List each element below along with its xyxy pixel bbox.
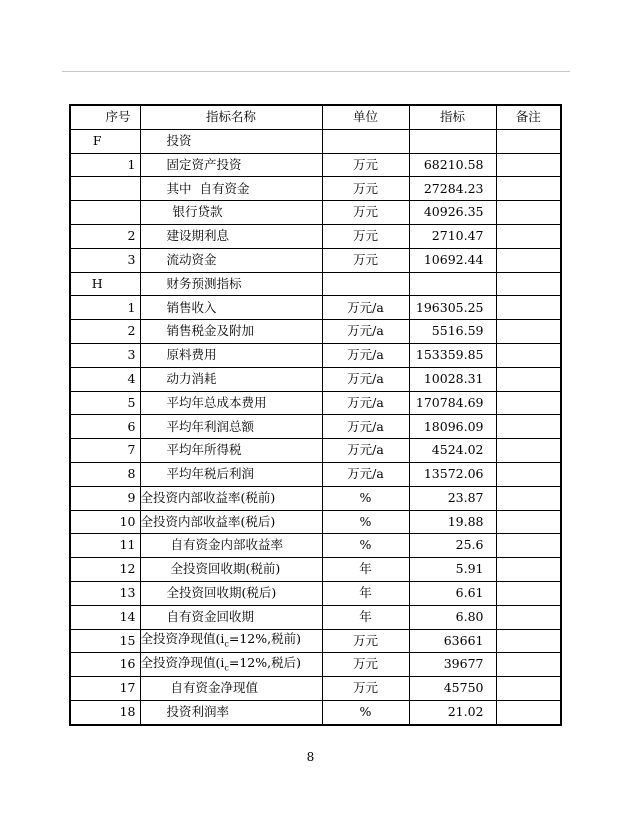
- row-no: 15: [70, 629, 140, 653]
- header-seq: 序号: [70, 105, 140, 129]
- row-unit: 年: [322, 581, 409, 605]
- row-name: 自有资金净现值: [140, 677, 322, 701]
- row-name: 平均年利润总额: [140, 415, 322, 439]
- row-name: 银行贷款: [140, 201, 322, 225]
- row-value: 5.91: [409, 558, 496, 582]
- row-unit: [322, 272, 409, 296]
- row-note: [496, 629, 561, 653]
- table-row: [70, 558, 561, 582]
- row-value: [409, 129, 496, 153]
- row-note: [496, 510, 561, 534]
- row-no: 1: [70, 296, 140, 320]
- row-value: 27284.23: [409, 177, 496, 201]
- row-no: F: [70, 129, 140, 153]
- row-value: 153359.85: [409, 343, 496, 367]
- header-name: 指标名称: [140, 105, 322, 129]
- row-value: 39677: [409, 653, 496, 677]
- table-row: [70, 581, 561, 605]
- row-no: 4: [70, 367, 140, 391]
- row-name: [140, 653, 322, 677]
- header-unit: 单位: [322, 105, 409, 129]
- row-name: 平均年税后利润: [140, 462, 322, 486]
- table-header-row: [70, 105, 561, 129]
- row-note: [496, 534, 561, 558]
- row-value: 4524.02: [409, 439, 496, 463]
- row-note: [496, 558, 561, 582]
- row-unit: 万元: [322, 677, 409, 701]
- row-unit: %: [322, 534, 409, 558]
- row-note: [496, 129, 561, 153]
- row-value: 63661: [409, 629, 496, 653]
- row-unit: 年: [322, 558, 409, 582]
- row-value: 13572.06: [409, 462, 496, 486]
- row-unit: 万元: [322, 653, 409, 677]
- name-subscript: c: [224, 663, 229, 673]
- row-note: [496, 486, 561, 510]
- row-no: 13: [70, 581, 140, 605]
- row-name: 平均年总成本费用: [140, 391, 322, 415]
- row-name: 财务预测指标: [140, 272, 322, 296]
- row-note: [496, 224, 561, 248]
- row-no: 10: [70, 510, 140, 534]
- row-name: 投资利润率: [140, 700, 322, 724]
- row-no: 7: [70, 439, 140, 463]
- table-row: [70, 510, 561, 534]
- header-value: 指标: [409, 105, 496, 129]
- name-part-a: 全投资净现值(i: [140, 654, 225, 670]
- table-row: [70, 629, 561, 653]
- row-value: 23.87: [409, 486, 496, 510]
- row-unit: 万元: [322, 224, 409, 248]
- row-name: 全投资回收期(税后): [140, 581, 322, 605]
- name-part-b: =12%,税前): [228, 631, 301, 647]
- row-note: [496, 248, 561, 272]
- row-value: 21.02: [409, 700, 496, 724]
- row-unit: 万元/a: [322, 296, 409, 320]
- row-unit: [322, 129, 409, 153]
- row-value: 10692.44: [409, 248, 496, 272]
- row-value: 170784.69: [409, 391, 496, 415]
- row-note: [496, 653, 561, 677]
- row-name: 流动资金: [140, 248, 322, 272]
- row-value: 5516.59: [409, 320, 496, 344]
- row-name: 平均年所得税: [140, 439, 322, 463]
- table-row: [70, 320, 561, 344]
- row-unit: 万元/a: [322, 439, 409, 463]
- table-row: [70, 296, 561, 320]
- table-row: [70, 605, 561, 629]
- row-name: 投资: [140, 129, 322, 153]
- row-unit: 万元: [322, 153, 409, 177]
- row-no: 16: [70, 653, 140, 677]
- row-note: [496, 439, 561, 463]
- row-unit: 年: [322, 605, 409, 629]
- table-row: [70, 153, 561, 177]
- table-row: [70, 462, 561, 486]
- row-note: [496, 320, 561, 344]
- name-part-b: =12%,税后): [228, 654, 301, 670]
- row-value: 40926.35: [409, 201, 496, 225]
- row-value: 45750: [409, 677, 496, 701]
- row-name: 原料费用: [140, 343, 322, 367]
- row-unit: 万元: [322, 201, 409, 225]
- row-note: [496, 343, 561, 367]
- table-row: [70, 700, 561, 724]
- row-name: 全投资内部收益率(税后): [140, 510, 322, 534]
- row-no: [70, 177, 140, 201]
- row-no: 11: [70, 534, 140, 558]
- row-no: 2: [70, 224, 140, 248]
- row-note: [496, 462, 561, 486]
- row-unit: 万元: [322, 177, 409, 201]
- row-name: 销售税金及附加: [140, 320, 322, 344]
- name-subscript: c: [224, 639, 229, 649]
- table-row: [70, 486, 561, 510]
- row-name: 动力消耗: [140, 367, 322, 391]
- row-value: 6.61: [409, 581, 496, 605]
- row-note: [496, 700, 561, 724]
- row-value: 10028.31: [409, 367, 496, 391]
- row-unit: 万元/a: [322, 320, 409, 344]
- row-unit: 万元/a: [322, 367, 409, 391]
- row-value: 196305.25: [409, 296, 496, 320]
- row-name: 自有资金回收期: [140, 605, 322, 629]
- table-row: [70, 415, 561, 439]
- header-note: 备注: [496, 105, 561, 129]
- row-no: 8: [70, 462, 140, 486]
- row-note: [496, 153, 561, 177]
- table-row: [70, 248, 561, 272]
- row-note: [496, 415, 561, 439]
- row-no: 3: [70, 343, 140, 367]
- table-row: [70, 653, 561, 677]
- header-rule: [62, 71, 570, 72]
- row-unit: 万元/a: [322, 462, 409, 486]
- row-value: 68210.58: [409, 153, 496, 177]
- row-no: [70, 201, 140, 225]
- row-no: H: [70, 272, 140, 296]
- row-no: 1: [70, 153, 140, 177]
- table-row: [70, 272, 561, 296]
- table-row: [70, 677, 561, 701]
- row-no: 9: [70, 486, 140, 510]
- row-no: 6: [70, 415, 140, 439]
- table-row: [70, 439, 561, 463]
- row-note: [496, 605, 561, 629]
- row-name: 建设期利息: [140, 224, 322, 248]
- row-value: 6.80: [409, 605, 496, 629]
- row-unit: 万元: [322, 629, 409, 653]
- row-unit: 万元/a: [322, 343, 409, 367]
- row-no: 18: [70, 700, 140, 724]
- row-value: 18096.09: [409, 415, 496, 439]
- row-unit: %: [322, 700, 409, 724]
- row-note: [496, 201, 561, 225]
- row-value: [409, 272, 496, 296]
- row-value: 19.88: [409, 510, 496, 534]
- row-name: 全投资内部收益率(税前): [140, 486, 322, 510]
- row-name: 销售收入: [140, 296, 322, 320]
- table-row: [70, 224, 561, 248]
- indicator-table: [69, 104, 562, 726]
- table-row: [70, 367, 561, 391]
- row-name: 全投资回收期(税前): [140, 558, 322, 582]
- row-note: [496, 296, 561, 320]
- row-note: [496, 367, 561, 391]
- row-name: 固定资产投资: [140, 153, 322, 177]
- table-row: [70, 177, 561, 201]
- row-no: 12: [70, 558, 140, 582]
- row-unit: %: [322, 486, 409, 510]
- row-value: 2710.47: [409, 224, 496, 248]
- row-unit: 万元/a: [322, 415, 409, 439]
- row-unit: %: [322, 510, 409, 534]
- row-no: 17: [70, 677, 140, 701]
- row-unit: 万元: [322, 248, 409, 272]
- row-no: 2: [70, 320, 140, 344]
- row-note: [496, 677, 561, 701]
- row-name: 其中 自有资金: [140, 177, 322, 201]
- table-row: [70, 343, 561, 367]
- table-row: [70, 129, 561, 153]
- row-name: [140, 629, 322, 653]
- row-unit: 万元/a: [322, 391, 409, 415]
- table-row: [70, 534, 561, 558]
- row-note: [496, 391, 561, 415]
- table-row: [70, 391, 561, 415]
- name-part-a: 全投资净现值(i: [140, 631, 225, 647]
- row-value: 25.6: [409, 534, 496, 558]
- row-no: 14: [70, 605, 140, 629]
- row-no: 5: [70, 391, 140, 415]
- table-row: [70, 201, 561, 225]
- row-note: [496, 581, 561, 605]
- row-no: 3: [70, 248, 140, 272]
- row-name: 自有资金内部收益率: [140, 534, 322, 558]
- row-note: [496, 177, 561, 201]
- page-number: 8: [306, 750, 315, 764]
- row-note: [496, 272, 561, 296]
